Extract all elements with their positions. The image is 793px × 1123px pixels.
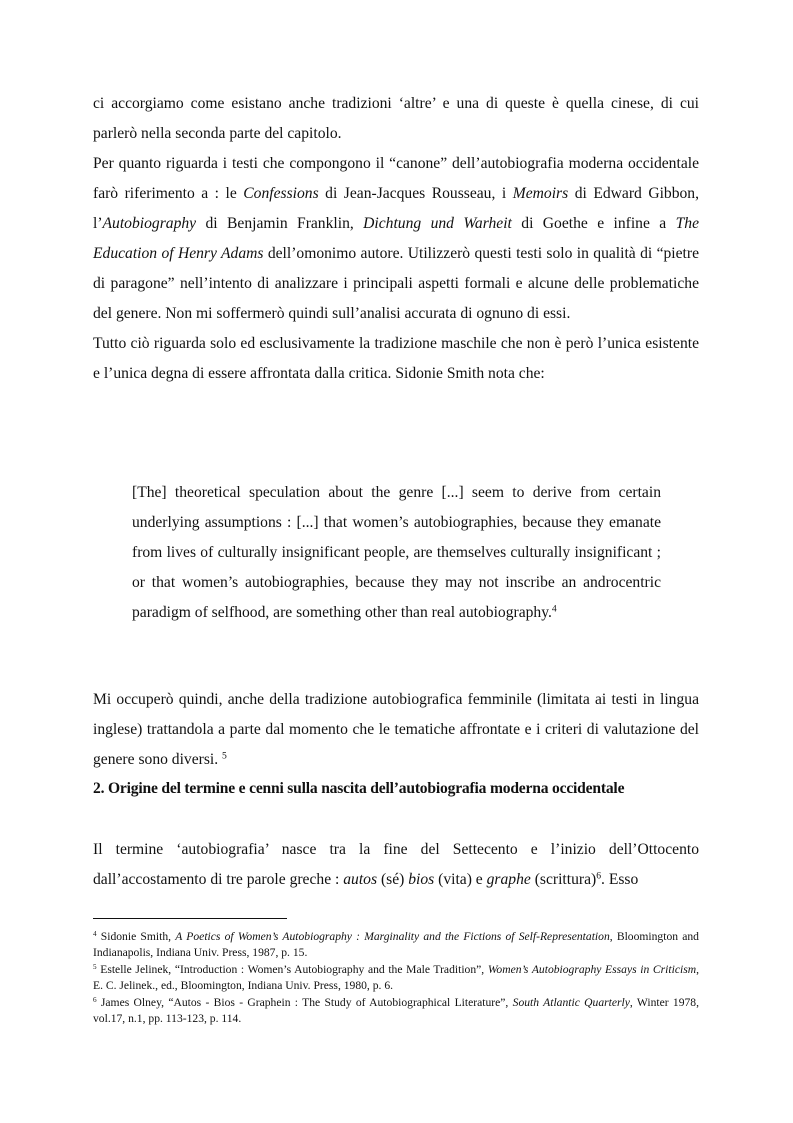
title-education: The Education of Henry Adams xyxy=(93,215,699,262)
footnote-divider xyxy=(93,918,287,919)
paragraph-continuation: ci accorgiamo come esistano anche tradizioni ‘altre’ e una di queste è quella cinese, di cui parlerò nella seconda parte del capitolo. xyxy=(93,95,699,142)
footnote-ref-4: 4 xyxy=(551,603,557,615)
title-memoirs: Memoirs xyxy=(512,185,569,202)
footnote-5: $^5$ Estelle Jelinek, “Introduction : Women’s Autobiography and the Male Tradition”, Women’s Autobiography Essays in Criticism, E. C. Jelinek., ed., Bloomington, Indiana Univ. Press, 1980, p. 6. xyxy=(93,962,699,993)
footnote-ref-6: 6 xyxy=(596,870,602,882)
section-heading: 2. Origine del termine e cenni sulla nascita dell’autobiografia moderna occidentale xyxy=(93,780,625,797)
paragraph-origine: Il termine ‘autobiografia’ nasce tra la fine del Settecento e l’inizio dell’Ottocento dall’accostamento di tre parole greche : autos (sé) bios (vita) e graphe (scrittura)$^6$. Esso xyxy=(93,841,699,888)
paragraph-femminile: Mi occuperò quindi, anche della tradizione autobiografica femminile (limitata ai testi in lingua inglese) trattandola a parte dal momento che le tematiche affrontate e i criteri di valutazione del genere sono diversi. $^5$ xyxy=(93,691,699,768)
title-dichtung: Dichtung und Warheit xyxy=(363,215,512,232)
body-text-block xyxy=(93,89,699,389)
paragraph-canone: Per quanto riguarda i testi che compongono il “canone” dell’autobiografia moderna occidentale farò riferimento a : le Confessions di Jean-Jacques Rousseau, i Memoirs di Edward Gibbon, l’Autobiography di Benjamin Franklin, Dichtung und Warheit di Goethe e infine a The Education of Henry Adams dell’omonimo autore. Utilizzerò questi testi solo in qualità di “pietre di paragone” nell’intento di analizzare i principali aspetti formali e alcune delle problematiche del genere. Non mi soffermerò quindi sull’analisi accurata di ognuno di essi. xyxy=(93,155,700,322)
footnote-ref-5: 5 xyxy=(222,750,227,762)
footnote-6: $^6$ James Olney, “Autos - Bios - Graphein : The Study of Autobiographical Literature”, South Atlantic Quarterly, Winter 1978, vol.17, n.1, pp. 113-123, p. 114. xyxy=(93,995,699,1026)
term-autos: autos xyxy=(343,871,378,888)
paragraph-tradizione: Tutto ciò riguarda solo ed esclusivamente la tradizione maschile che non è però l’unica esistente e l’unica degna di essere affrontata dalla critica. Sidonie Smith nota che: xyxy=(93,335,699,382)
title-confessions: Confessions xyxy=(243,185,319,202)
title-autobiography: Autobiography xyxy=(102,215,197,232)
term-graphe: graphe xyxy=(486,871,531,888)
block-quote: [The] theoretical speculation about the genre [...] seem to derive from certain underlying assumptions : [...] that women’s autobiographies, because they emanate from lives of culturally insignificant people, are themselves culturally insignificant ; or that women’s autobiographies, because they may not inscribe an androcentric paradigm of selfhood, are something other than real autobiography.$^4$ xyxy=(132,484,661,621)
term-bios: bios xyxy=(408,871,435,888)
footnote-4: $^4$ Sidonie Smith, A Poetics of Women’s Autobiography : Marginality and the Fictions of Self-Representation, Bloomington and Indianapolis, Indiana Univ. Press, 1987, p. 15. xyxy=(93,930,699,960)
footnotes xyxy=(93,929,699,1027)
